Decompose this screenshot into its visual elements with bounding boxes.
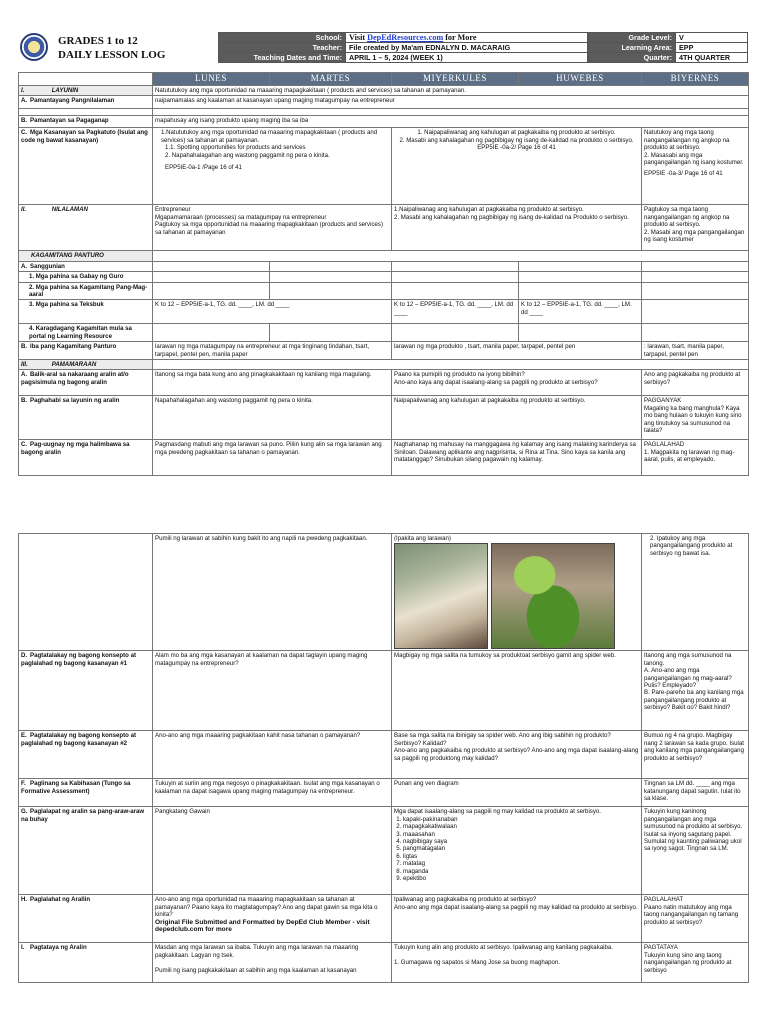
area-value: EPP	[676, 43, 748, 53]
dates-value: APRIL 1 – 5, 2024 (WEEK 1)	[346, 53, 588, 63]
day-header-row	[19, 73, 749, 86]
lr-miyerkules	[392, 324, 519, 342]
teksbuk-label: 3. Mga pahina sa Teksbuk	[19, 300, 153, 324]
i-letter: I.	[21, 944, 25, 952]
b-label: Pamantayan sa Pagaganap	[30, 117, 109, 125]
d-letter: D.	[21, 652, 28, 660]
kagamitang-mag-aaral-label: 2. Mga pahina sa Kagamitang Pang-Mag-aaral	[19, 282, 153, 300]
pamamaraan-num: III.	[21, 361, 28, 369]
pagtataya-row	[19, 943, 749, 983]
list-item: 1. kapaki-pakinanaban	[403, 816, 639, 823]
spacer-row	[19, 109, 153, 116]
c-continued-lunes: Pumili ng larawan at sabihin kung bakit ito ang napili na pwedeng pagkakitaan.	[153, 534, 392, 651]
gabay-miyerkules	[392, 272, 519, 282]
paglinang-lunes: Tukuyin at suriin ang mga negosyo o pinagkakakitaan. Isulat ang mga kasanayan o kaalaman na dapat isagawa upang maging matagumpay na entrepreneur.	[153, 779, 392, 807]
paglinang-biyernes: Tingnan sa LM dd. ____ ang mga katanungang dapat sagutin. Iulat ito sa klase.	[642, 779, 749, 807]
gabay-row	[19, 272, 749, 282]
list-item: 4. nagbibigay saya	[403, 838, 639, 845]
nilalaman-miyerkules: 1.Naipaliwanag ang kahulugan at pagkakaiba ng produkto at serbisyo. 2. Masabi ang kahalagahan ng pagbibigay ng isang de-kalidad na Produkto o serbisyo.	[392, 205, 642, 251]
kasanayan-lunes-1: 1.Natututukoy ang mga oportunidad na maaaring mapagkakitaan ( products and services) sa tahanan at pamayanan.	[161, 129, 378, 144]
pamamaraan-title: PAMAMARAAN	[51, 361, 97, 369]
header	[18, 32, 748, 64]
paghahabi-miyerkules: Naipapaliwanag ang kahulugan at pagkakaiba ng produkto at serbisyo.	[392, 396, 642, 440]
kasanayan-lunes	[153, 128, 392, 205]
kalamay-maker-photo	[394, 543, 488, 649]
day-martes: MARTES	[270, 73, 392, 86]
list-item: 9. epektibo	[403, 875, 639, 882]
school-value	[346, 33, 588, 43]
iba-text: Iba pang Kagamitang Panturo	[30, 343, 117, 351]
lesson-log-page-2	[0, 532, 768, 1024]
day-huwebes: HUWEBES	[519, 73, 642, 86]
lr-biyernes	[642, 324, 749, 342]
teacher-label: Teacher:	[219, 43, 346, 53]
g-label: Paglalapat ng aralin sa pang-araw-araw na buhay	[21, 808, 145, 823]
blank-header	[19, 73, 153, 86]
list-item: 3. maaasahan	[403, 831, 639, 838]
lesson-table-page-2	[18, 533, 749, 983]
kagamitan-row	[19, 251, 749, 261]
h-letter: H.	[21, 896, 28, 904]
pamantayan-pagaganap-row	[19, 116, 749, 128]
title-line-2: DAILY LESSON LOG	[58, 49, 166, 61]
nilalaman-num: II.	[21, 206, 27, 214]
pamantayang-pangnilalaman-row	[19, 96, 749, 109]
kasanayan-lunes-2: 1.1. Spotting opportunities for products and services	[165, 144, 306, 152]
km-biyernes	[642, 282, 749, 300]
school-label: School:	[219, 33, 346, 43]
pag-uugnay-lunes: Pagmasdang mabuti ang mga larawan sa puno. Piliin kung alin sa mga larawan ang mga pwedeng pagkakitaan sa tahanan o pamayanan.	[153, 440, 392, 476]
sanggunian-letter: A.	[21, 262, 28, 270]
sanggunian-huwebes	[519, 261, 642, 271]
dates-label: Teaching Dates and Time:	[219, 53, 346, 63]
nilalaman-heading	[19, 205, 153, 251]
teksbuk-lunes: K to 12 – EPP5IE-a-1, TG. dd. ____, LM. dd ____	[153, 300, 392, 324]
lesson-table-page-1	[18, 72, 749, 476]
kasanayan-biyernes	[642, 128, 749, 205]
kasanayan-biy-2: 2. Masasabi ang mga pangangailangan ng isang kostumer.	[644, 151, 744, 167]
km-lunes	[153, 282, 270, 300]
lr-portal-label: 4. Karagdagang Kagamitan mula sa portal ng Learning Resource	[19, 324, 153, 342]
paglalapat-lunes: Pangkatang Gawain	[153, 807, 392, 895]
iba-pang-kagamitan-row	[19, 342, 749, 360]
paglalahat-biyernes: PAGLALAHAT Paano natin matutukoy ang mga taong nangangailangan ng tamang produkto at serbisyo?	[642, 895, 749, 943]
list-item: 5. pangmatagalan	[403, 845, 639, 852]
kasanayan-label: C. Mga Kasanayan sa Pagkatuto (Isulat ang code ng bawat kasanayan)	[19, 128, 153, 205]
paghahabi-row	[19, 396, 749, 440]
paghahabi-label	[19, 396, 153, 440]
sanggunian-row	[19, 261, 749, 271]
teksbuk-row	[19, 300, 749, 324]
teacher-value: File created by Ma'am EDNALYN D. MACARAIG	[346, 43, 588, 53]
pagtatalakay-2-label	[19, 731, 153, 779]
layunin-heading	[19, 86, 153, 96]
area-label: Learning Area:	[589, 43, 676, 53]
iba-lunes: larawan ng mga matagumpay na entrepreneur at mga tinginang tindahan, tsart, tarpapel, pentel pen, manila paper	[153, 342, 392, 360]
pagtataya-biyernes: PAGTATAYA Tukuyin kung sino ang taong nangangailangan ng produkto at serbisyo	[642, 943, 749, 983]
pag-uugnay-biyernes: PAGLALAHAD 1. Magpakita ng larawan ng mag-aaral, pulis, at empleyado.	[642, 440, 749, 476]
c-continued-biyernes: 2. Ipatukoy ang mga pangangailangang produkto at serbisyo ng bawat isa.	[642, 534, 749, 651]
pagtatalakay-1-miyerkules: Magbigay ng mga salita na tumukoy sa produktoat serbisyo gamit ang spider web.	[392, 651, 642, 731]
list-item: 7. matatag	[403, 860, 639, 867]
kasanayan-miyerkules	[392, 128, 642, 205]
pamantayang-pangnilalaman-label: A. Pamantayang Pangnilalaman	[19, 96, 153, 109]
lesson-log-page-1	[0, 0, 768, 488]
photo-row	[394, 543, 639, 649]
sanggunian-lunes	[153, 261, 270, 271]
quarter-value: 4TH QUARTER	[676, 53, 748, 63]
pagtataya-lunes: Masdan ang mga larawan sa ibaba. Tukuyin ang mga larawan na maaaring pagkakitaan. Lagyan ng tsek. Pumili ng isang pagkakakitaan at sabihin ang mga kaalaman at kasanayan	[153, 943, 392, 983]
e-letter: E.	[21, 732, 27, 740]
lr-lunes	[153, 324, 270, 342]
pamamaraan-row	[19, 360, 749, 370]
paghahabi-letter: B.	[21, 397, 28, 405]
sanggunian-miyerkules	[392, 261, 519, 271]
paglalahat-lunes	[153, 895, 392, 943]
paglalapat-miy-intro: Mga dapat isaalang-alang sa pagpili ng may kalidad na produkto at serbisyo.	[394, 808, 601, 816]
paghahabi-biyernes: PAGGANYAK Magaling ka bang manghula? Kaya mo bang hulaan o tukuyin kung sino ang tinutukoy sa sumusunod na talata?	[642, 396, 749, 440]
paglinang-miyerkules: Punan ang ven diagram	[392, 779, 642, 807]
nilalaman-lunes: Entrepreneur Mgapamamaraan (processes) sa matagumpay na entrepreneur Pagtukoy sa mga opportunidad na maaaring mapagkakitaan (products and services) sa tahanan at pamayanan	[153, 205, 392, 251]
paglinang-row	[19, 779, 749, 807]
pagtatalakay-1-row	[19, 651, 749, 731]
kagamitan-blank	[153, 251, 749, 261]
pamamaraan-heading	[19, 360, 153, 370]
day-biyernes: BIYERNES	[642, 73, 749, 86]
balik-aral-row	[19, 370, 749, 396]
title-line-1: GRADES 1 to 12	[58, 35, 138, 47]
layunin-text: Natututukoy ang mga oportunidad na maaaring mapagkakitaan ( products and services) sa tahanan at pamayanan.	[153, 86, 749, 96]
layunin-title: LAYUNIN	[51, 87, 79, 94]
c-continued-label	[19, 534, 153, 651]
sanggunian-text: Sanggunian	[30, 262, 65, 270]
paglinang-label	[19, 779, 153, 807]
f-letter: F.	[21, 780, 26, 788]
pagtatalakay-1-biyernes: Itanong ang mga sumusunod na tanong. A. Ano-ano ang mga pangangailangan ng mag-aaral? Pulis? Empleyado? B. Pare-pareho ba ang kanilang mga pangangailangang produkto at serbisyo? Bakit oo? Bakit hindi?	[642, 651, 749, 731]
pagtataya-miyerkules: Tukuyin kung alin ang produkto at serbisyo. Ipaliwanag ang kanilang pagkakaiba. 1. Gumagawa ng sapatos si Mang Jose sa buong maghapon.	[392, 943, 642, 983]
kasanayan-miy-2: 2. Masabi ang kahalagahan ng pagbibigay ng isang de-kalidad na produkto o serbisyo.	[399, 136, 634, 144]
pag-uugnay-text: Pag-uugnay ng mga halimbawa sa bagong aralin	[21, 441, 130, 456]
paglalapat-row	[19, 807, 749, 895]
c-continued-miyerkules	[392, 534, 642, 651]
lr-huwebes	[519, 324, 642, 342]
teksbuk-biyernes	[642, 300, 749, 324]
balik-aral-label	[19, 370, 153, 396]
kasanayan-miy-code: EPP5IE -0a-2/ Page 16 of 41	[477, 144, 556, 152]
balik-lunes: Itanong sa mga bata kung ano ang pinagkakakitaan ng kanilang mga magulang.	[153, 370, 392, 396]
km-huwebes	[519, 282, 642, 300]
pagtatalakay-2-lunes: Ano-ano ang mga maaaring pagkakitaan kahit nasa tahanan o pamayanan?	[153, 731, 392, 779]
balik-letter: A.	[21, 371, 28, 379]
gabay-huwebes	[519, 272, 642, 282]
iba-miyerkules: larawan ng mga produkto , tsart, manila paper, tarpapel, pentel pen	[392, 342, 642, 360]
pagtatalakay-2-miyerkules: Base sa mga salita na ibinigay sa spider web. Ano ang ibig sabihin ng produkto? Serbisyo? Kalidad? Ano-ano ang pagkakaiba ng produkto at serbisyo? Ano-ano ang mga dapat isaalang-alang sa pagpili ng produktong may kalidad?	[392, 731, 642, 779]
iba-letter: B.	[21, 343, 28, 351]
pamantayan-pagaganap-label: B. Pamantayan sa Pagaganap	[19, 116, 153, 128]
grade-label: Grade Level:	[589, 33, 676, 43]
pamantayan-pagaganap-text: mapahusay ang isang produkto upang maging iba sa iba	[153, 116, 749, 128]
f-label: Paglinang sa Kabihasan (Tungo sa Formative Assessment)	[21, 780, 131, 795]
paglalapat-miyerkules	[392, 807, 642, 895]
gabay-biyernes	[642, 272, 749, 282]
depedclub-note: Original File Submitted and Formatted by DepEd Club Member - visit depedclub.com for more	[155, 918, 370, 934]
paghahabi-lunes: Napahahalagahan ang wastong paggamit ng pera o kinita.	[153, 396, 392, 440]
kagamitan-heading: KAGAMITANG PANTURO	[19, 251, 153, 261]
paglalapat-biyernes: Tukuyin kung kaninong pangangailangan ang mga sumusunod na produkto at serbisyo. Isulat sa inyong sagutang papel. Sumulat ng kaunting paliwanag ukol sa iyong sagot. Tingnan sa LM.	[642, 807, 749, 895]
lr-martes	[270, 324, 392, 342]
balik-miyerkules: Paano ka pumipili ng produkto na iyong bibilhin? Ano-ano kaya ang dapat isaalang-alang sa pagpili ng produkto at serbisyo?	[392, 370, 642, 396]
c-label: Mga Kasanayan sa Pagkatuto (Isulat ang code ng bawat kasanayan)	[21, 129, 148, 144]
school-info-table	[218, 32, 588, 63]
pamamaraan-blank	[153, 360, 749, 370]
kasanayan-miy-1: 1. Naipapaliwanag ang kahulugan at pagkakaiba ng produkto at serbisyo.	[417, 129, 616, 137]
balik-text: Balik-aral sa nakaraang aralin at/o pagsisimula ng bagong aralin	[21, 371, 129, 386]
gabay-lunes	[153, 272, 270, 282]
gabay-label: 1. Mga pahina sa Gabay ng Guro	[19, 272, 153, 282]
paglalahat-lunes-text: Ano-ano ang mga oportunidad na maaaring mapagkakitaan sa tahanan at pamayanan? Paano kaya ito magtatagumpay? Ano ang dapat gawin sa mga kita o kinita?	[155, 896, 378, 919]
ipakita-larawan-note: (Ipakita ang larawan)	[394, 535, 451, 542]
balik-biyernes: Ano ang pagkakaiba ng produkto at serbisyo?	[642, 370, 749, 396]
quarter-label: Quarter:	[589, 53, 676, 63]
e-label: Pagtatalakay ng bagong konsepto at paglalahad ng bagong kasanayan #2	[21, 732, 136, 747]
km-martes	[270, 282, 392, 300]
km-miyerkules	[392, 282, 519, 300]
kasanayan-row	[19, 128, 749, 205]
kalamay-products-photo	[491, 543, 615, 649]
lr-portal-row	[19, 324, 749, 342]
page-gap	[0, 488, 768, 532]
iba-pang-kagamitan-label	[19, 342, 153, 360]
h-label: Paglalahat ng Arallin	[30, 896, 91, 904]
kagamitang-mag-aaral-row	[19, 282, 749, 300]
pagtatalakay-1-label	[19, 651, 153, 731]
grade-info-table	[588, 32, 748, 63]
kasanayan-lunes-3: 2. Napahahalagahan ang wastong paggamit ng pera o kinita.	[165, 151, 330, 159]
pag-uugnay-miyerkules: Naghahanap ng mahusay na manggagawa ng kalamay ang isang malaking karinderya sa Siniloan. Dalawang aplikante ang nagprisinta, si Rina at Tina. Sino kaya sa kanila ang matatanggap? Sinubukan silang pagawain ng kalamay.	[392, 440, 642, 476]
pag-uugnay-letter: C.	[21, 441, 28, 449]
kasanayan-biy-1: Natutukoy ang mga taong nangangailangan ng angkop na produkto at serbisyo.	[644, 129, 730, 152]
pagtatalakay-1-lunes: Alam mo ba ang mga kasanayan at kaalaman na dapat taglayin upang maging matagumpay na entrepreneur?	[153, 651, 392, 731]
list-item: 6. ligtas	[403, 853, 639, 860]
paglalahat-row	[19, 895, 749, 943]
pag-uugnay-label	[19, 440, 153, 476]
pagtataya-label	[19, 943, 153, 983]
pag-uugnay-row	[19, 440, 749, 476]
paglalapat-label	[19, 807, 153, 895]
deped-seal-icon	[20, 33, 48, 61]
day-lunes: LUNES	[153, 73, 270, 86]
layunin-num: I.	[21, 87, 25, 94]
grade-value: V	[676, 33, 748, 43]
layunin-row	[19, 86, 749, 96]
iba-biyernes: : larawan, tsart, manila paper, tarpapel, pentel pen	[642, 342, 749, 360]
school-suffix: for More	[443, 33, 477, 42]
paghahabi-text: Paghahabi sa layunin ng aralin	[30, 397, 120, 405]
c-continued-row	[19, 534, 749, 651]
teksbuk-huwebes: K to 12 – EPP5IE-a-1, TG. dd. ____, LM. dd ____	[519, 300, 642, 324]
a-label: Pamantayang Pangnilalaman	[30, 97, 115, 105]
sanggunian-label	[19, 261, 153, 271]
paglalahat-label	[19, 895, 153, 943]
paglalahat-miyerkules: Ipaliwanag ang pagkakaiba ng produkto at serbisyo? Ano-ano ang mga dapat isaalang-alang sa pagpili ng may kalidad na produkto at serbisyo.	[392, 895, 642, 943]
kasanayan-lunes-code: EPP5IE-0a-1 /Page 16 of 41	[165, 164, 242, 172]
day-miyerkules: MIYERKULES	[392, 73, 519, 86]
depedresources-link[interactable]: DepEdResources.com	[367, 33, 444, 42]
pamantayang-pangnilalaman-text: naipamamalas ang kaalaman at kasanayan upang maging matagumpay na entrepreneur	[153, 96, 749, 109]
nilalaman-row	[19, 205, 749, 251]
pagtatalakay-2-biyernes: Bumuo ng 4 na grupo. Magbigay nang 2 larawan sa kada grupo. Isulat ang kanilang mga pangangailangang produkto at serbisyo?	[642, 731, 749, 779]
i-label: Pagtataya ng Aralin	[30, 944, 87, 952]
list-item: 2. mapagkakatiwalaan	[403, 823, 639, 830]
nilalaman-title: NILALAMAN	[51, 206, 88, 214]
d-label: Pagtatalakay ng bagong konsepto at paglalahad ng bagong kasanayan #1	[21, 652, 136, 667]
kalidad-list	[394, 816, 639, 883]
log-title	[58, 34, 165, 62]
kasanayan-biy-code: EPP5IE -0a-3/ Page 16 of 41	[644, 170, 723, 178]
teksbuk-miyerkules: K to 12 – EPP5IE-a-1, TG. dd. ____, LM. dd ____	[392, 300, 519, 324]
list-item: 8. maganda	[403, 868, 639, 875]
g-letter: G.	[21, 808, 28, 816]
pagtatalakay-2-row	[19, 731, 749, 779]
gabay-martes	[270, 272, 392, 282]
nilalaman-biyernes: Pagtukoy sa mga taong nangangailangan ng angkop na produkto at serbisyo. 2. Masabi ang mga pangangailangan ng isang kostumer	[642, 205, 749, 251]
school-prefix: Visit	[349, 33, 368, 42]
sanggunian-biyernes	[642, 261, 749, 271]
spacer-row-cells	[153, 109, 749, 116]
sanggunian-martes	[270, 261, 392, 271]
